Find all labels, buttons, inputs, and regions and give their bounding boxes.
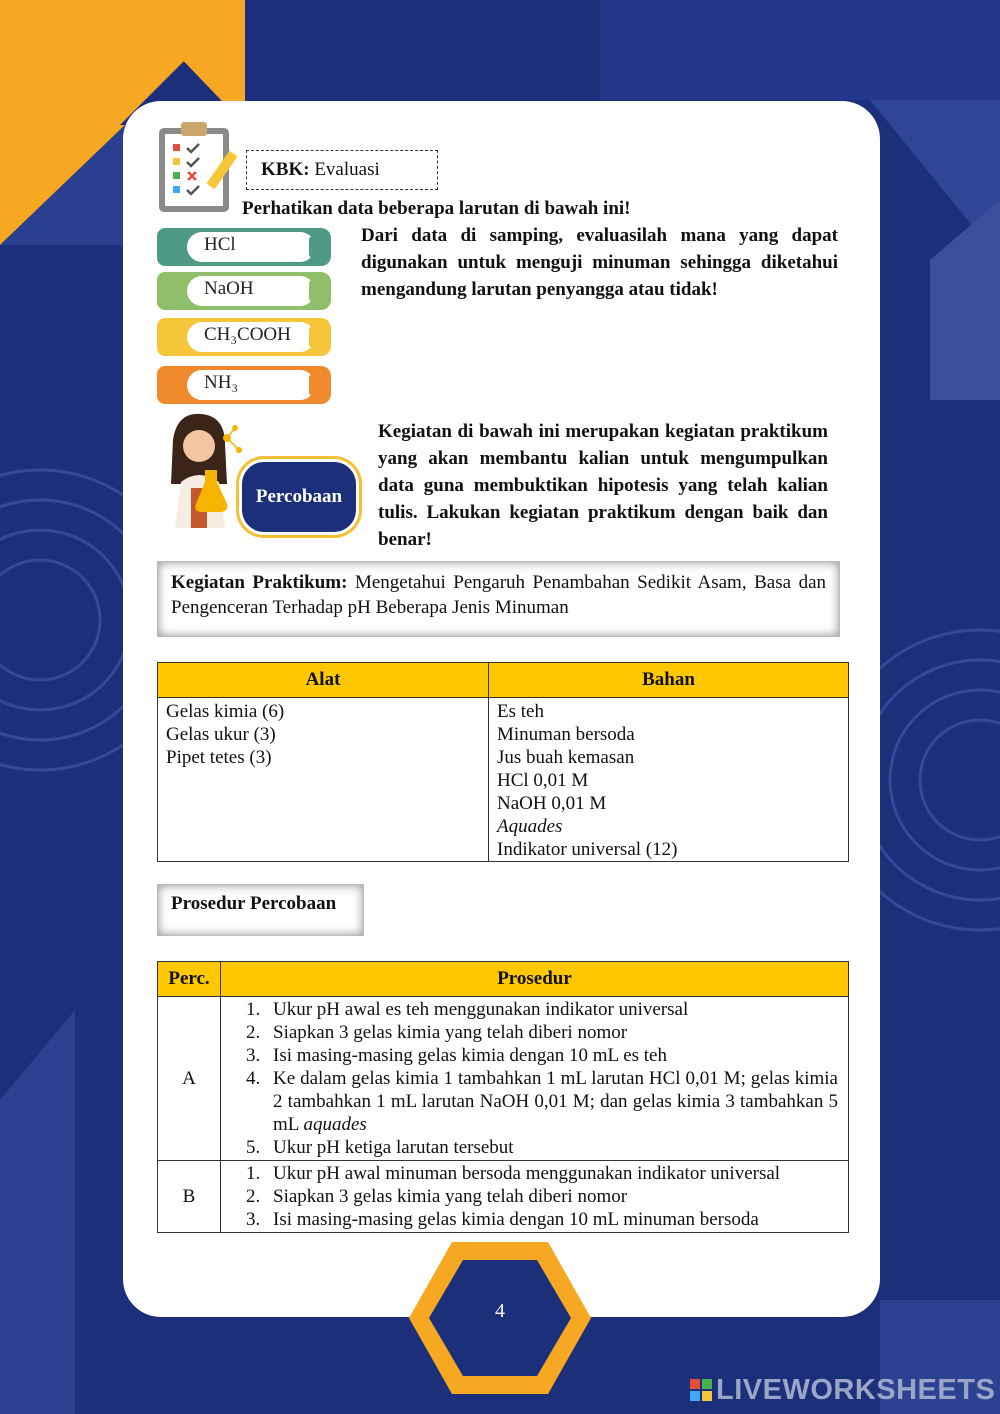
percobaan-badge: Percobaan xyxy=(242,462,356,532)
liveworksheets-watermark xyxy=(690,1374,995,1407)
alat-item: Gelas ukur (3) xyxy=(166,724,276,745)
table-row xyxy=(158,997,849,1161)
clipboard-checklist-icon xyxy=(155,120,243,215)
bahan-item: NaOH 0,01 M xyxy=(497,793,607,814)
chemical-item xyxy=(157,318,331,356)
step-item: 1. Ukur pH awal es teh menggunakan indikator universal xyxy=(265,998,838,1021)
kbk-label-box xyxy=(246,150,438,190)
praktikum-title-box xyxy=(157,561,840,637)
bahan-item: Es teh xyxy=(497,701,544,722)
steps-cell xyxy=(221,1161,849,1233)
step-item: 2. Siapkan 3 gelas kimia yang telah diberi nomor xyxy=(265,1021,838,1044)
evaluation-question: Dari data di samping, evaluasilah mana yang dapat digunakan untuk menguji minuman sehingga diketahui mengandung larutan penyangga atau tidak! xyxy=(361,225,838,300)
kbk-value: Evaluasi xyxy=(314,159,380,180)
perc-label: A xyxy=(158,997,221,1161)
steps-cell xyxy=(221,997,849,1161)
prosedur-header: Prosedur xyxy=(221,962,849,997)
bahan-item: Minuman bersoda xyxy=(497,724,635,745)
bahan-item: Indikator universal (12) xyxy=(497,839,678,860)
alat-bahan-table xyxy=(157,662,849,862)
scientist-illustration-icon xyxy=(155,410,250,530)
step-item: 1. Ukur pH awal minuman bersoda menggunakan indikator universal xyxy=(265,1162,838,1185)
liveworksheets-logo-icon xyxy=(690,1379,712,1401)
step-italic-term: aquades xyxy=(303,1114,367,1135)
alat-header: Alat xyxy=(158,663,489,698)
intro-heading: Perhatikan data beberapa larutan di bawah ini! xyxy=(242,198,631,219)
step-item xyxy=(265,1067,838,1136)
step-item: 2. Siapkan 3 gelas kimia yang telah diberi nomor xyxy=(265,1185,838,1208)
bahan-list xyxy=(489,698,849,862)
chemical-item xyxy=(157,228,331,266)
chemical-name: HCl xyxy=(204,234,236,255)
bahan-item: Jus buah kemasan xyxy=(497,747,635,768)
praktikum-label: Kegiatan Praktikum: xyxy=(171,572,348,593)
table-row xyxy=(158,1161,849,1233)
perc-label: B xyxy=(158,1161,221,1233)
kbk-label: KBK: xyxy=(261,159,310,180)
chemical-item xyxy=(157,272,331,310)
step-item: 3. Isi masing-masing gelas kimia dengan 10 mL minuman bersoda xyxy=(265,1208,838,1231)
prosedur-title-box: Prosedur Percobaan xyxy=(157,884,364,936)
page-number: 4 xyxy=(495,1300,505,1322)
step-text: Ke dalam gelas kimia 1 tambahkan 1 mL larutan HCl 0,01 M; gelas kimia 2 tambahkan 1 mL larutan NaOH 0,01 M; dan gelas kimia 3 tambahkan 5 mL xyxy=(273,1068,838,1135)
bahan-item: HCl 0,01 M xyxy=(497,770,589,791)
bahan-header: Bahan xyxy=(489,663,849,698)
prosedur-table xyxy=(157,961,849,1233)
chemical-name: CH₃COOH xyxy=(204,324,291,345)
step-item: 3. Isi masing-masing gelas kimia dengan 10 mL es teh xyxy=(265,1044,838,1067)
bahan-item: Aquades xyxy=(497,816,563,837)
chemical-item xyxy=(157,366,331,404)
alat-item: Pipet tetes (3) xyxy=(166,747,272,768)
praktikum-text: Mengetahui Pengaruh Penambahan Sedikit Asam, Basa dan Pengenceran Terhadap pH Beberapa Jenis Minuman xyxy=(171,572,827,618)
chemical-name: NH₃ xyxy=(204,372,239,393)
watermark-text: LIVEWORKSHEETS xyxy=(716,1374,996,1406)
alat-item: Gelas kimia (6) xyxy=(166,701,285,722)
step-item: 5. Ukur pH ketiga larutan tersebut xyxy=(265,1136,838,1159)
activity-description: Kegiatan di bawah ini merupakan kegiatan praktikum yang akan membantu kalian untuk mengumpulkan data guna membuktikan hipotesis yang telah kalian tulis. Lakukan kegiatan praktikum dengan baik dan benar! xyxy=(378,421,828,550)
perc-header: Perc. xyxy=(158,962,221,997)
chemical-name: NaOH xyxy=(204,278,254,299)
alat-list xyxy=(158,698,489,862)
